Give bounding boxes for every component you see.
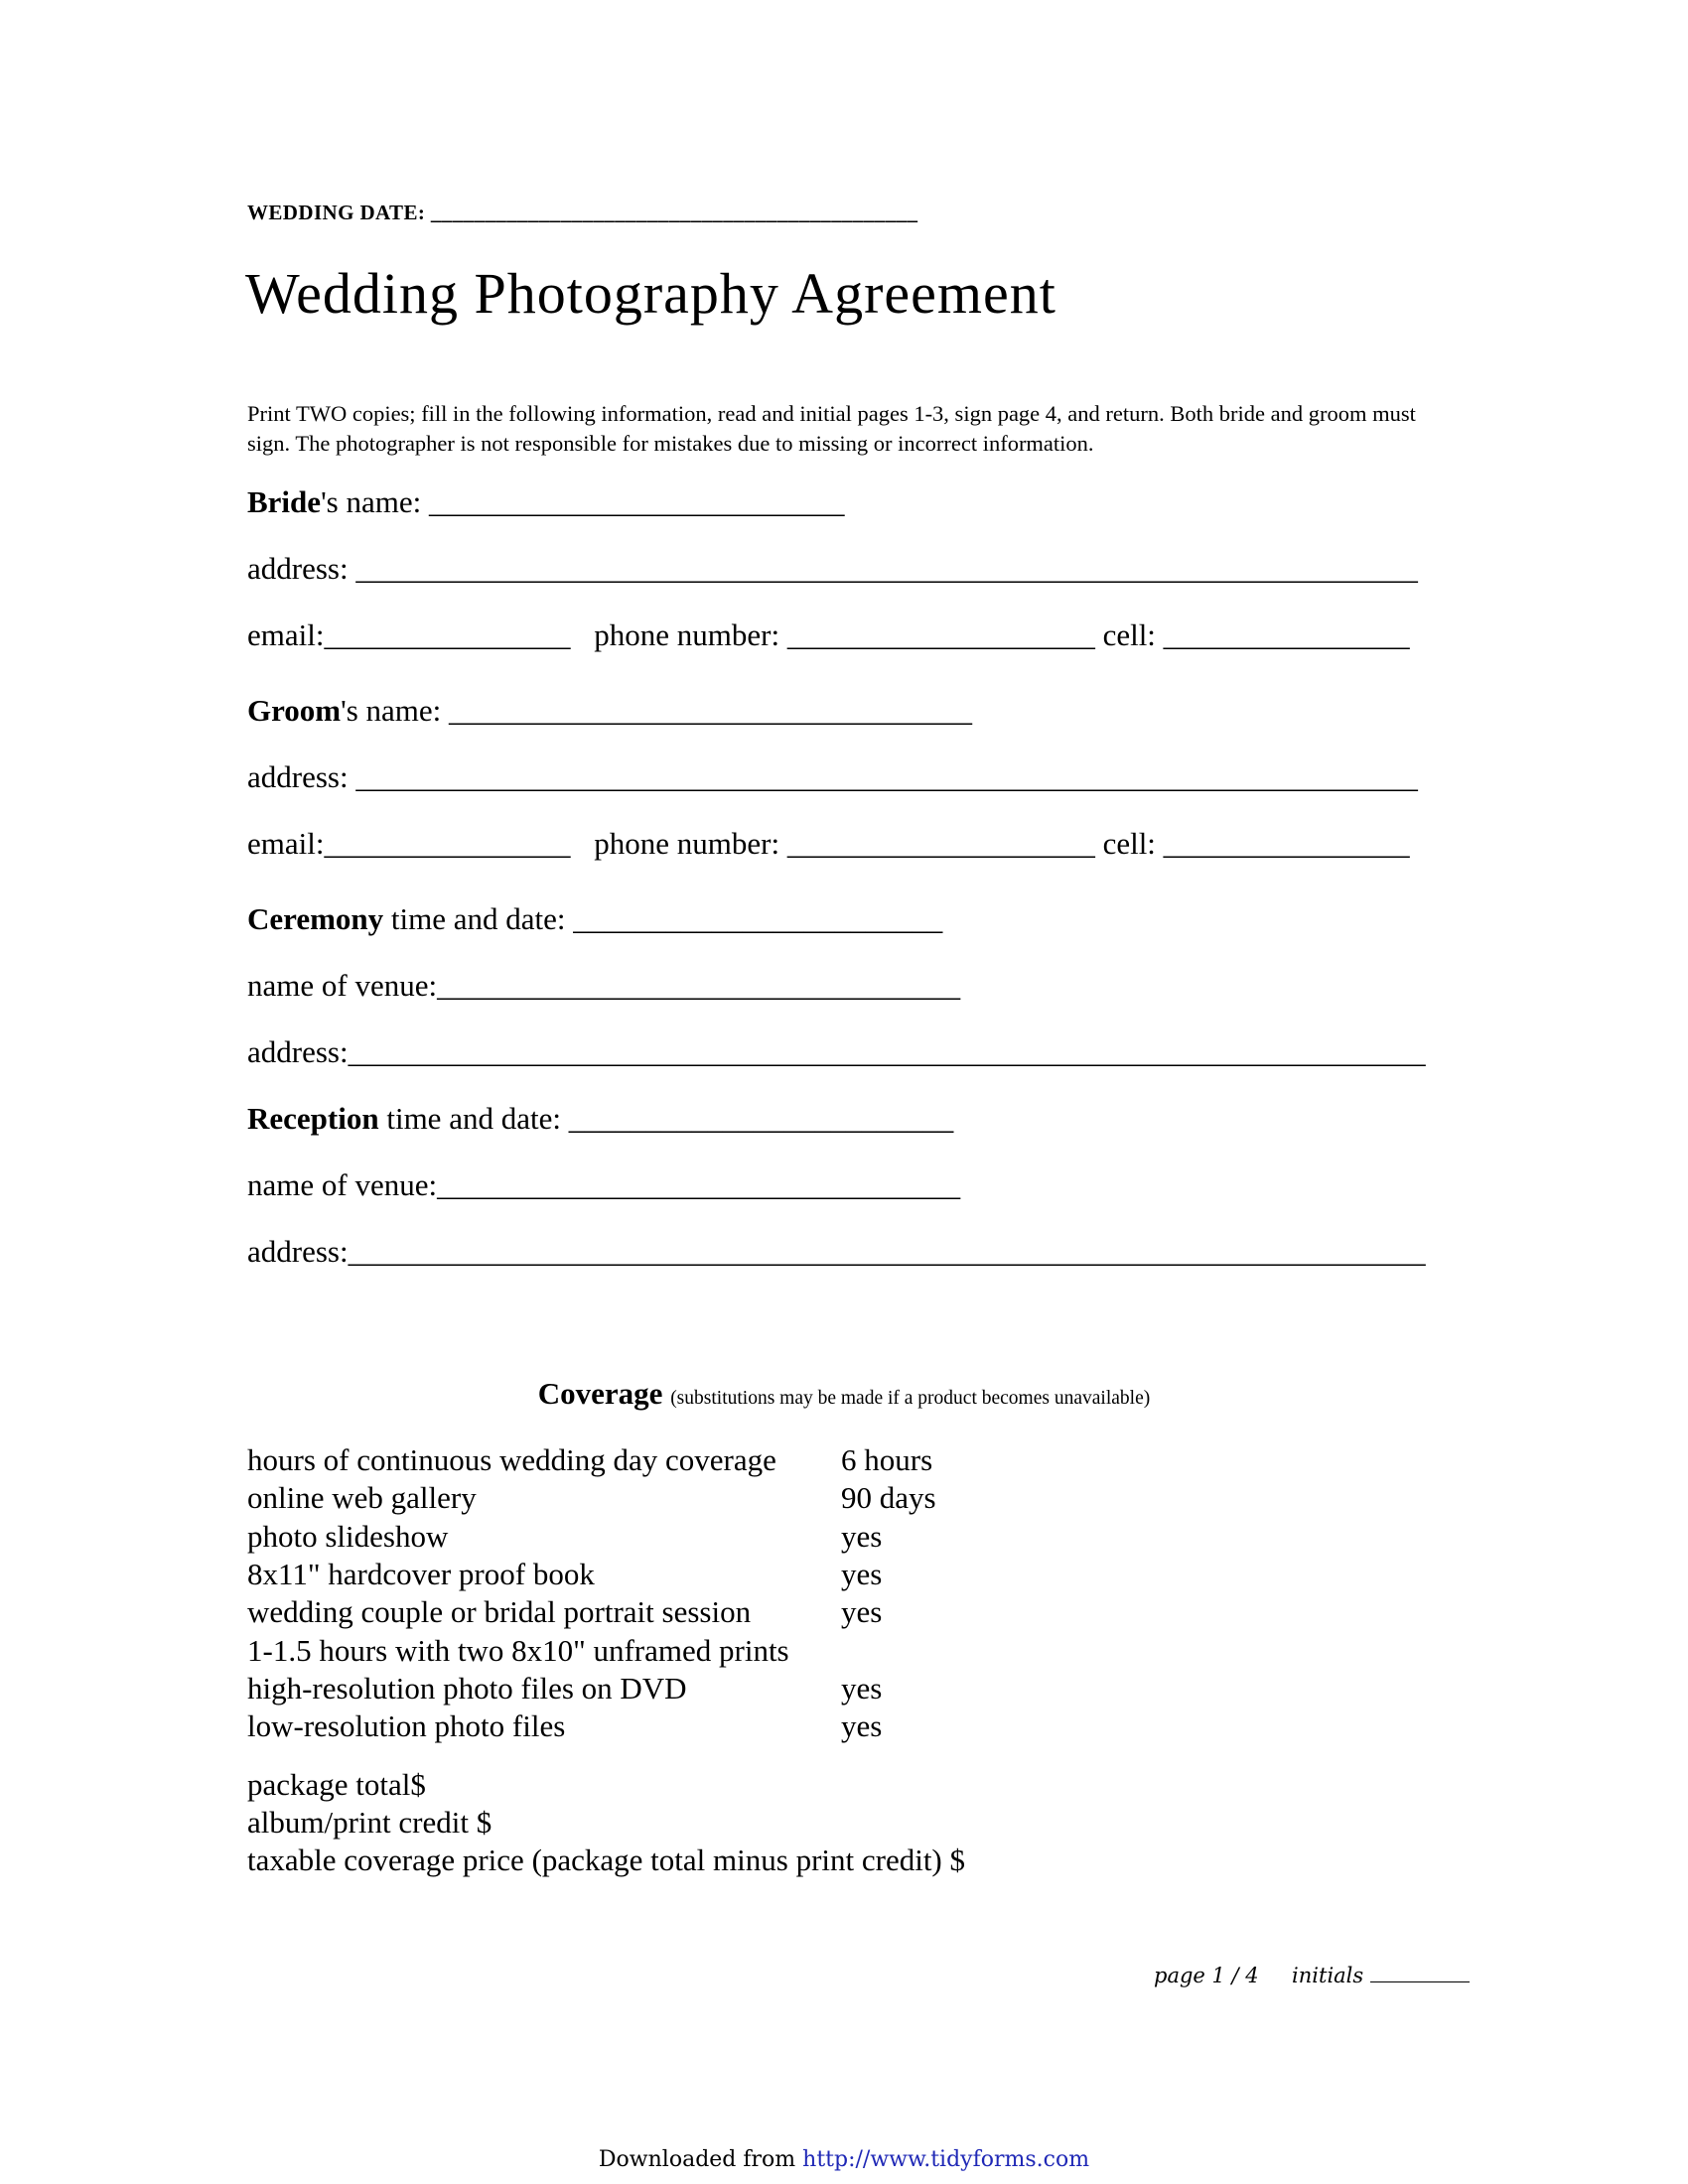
ceremony-time-blank[interactable]: ________________________	[573, 901, 943, 936]
reception-address-blank[interactable]: ______________________________________________________________________	[348, 1234, 1426, 1269]
coverage-item: 1-1.5 hours with two 8x10" unframed prints	[247, 1632, 789, 1668]
wedding-date-label: WEDDING DATE:	[247, 201, 426, 224]
ceremony-venue-field	[247, 966, 960, 1006]
coverage-heading	[0, 1376, 1688, 1412]
table-row	[247, 1707, 936, 1745]
table-row	[247, 1441, 936, 1479]
initials-label: initials	[1292, 1964, 1364, 1987]
coverage-value: yes	[841, 1557, 883, 1592]
coverage-table	[247, 1441, 936, 1745]
bride-contact-field	[247, 615, 1410, 655]
coverage-value: yes	[841, 1708, 883, 1744]
groom-email-blank[interactable]: ________________	[324, 826, 571, 861]
groom-cell-label: cell:	[1102, 826, 1156, 861]
bride-cell-label: cell:	[1102, 617, 1156, 652]
wedding-date-field	[247, 201, 917, 225]
bride-phone-blank[interactable]: ____________________	[786, 617, 1095, 652]
coverage-value: 6 hours	[841, 1442, 933, 1478]
bride-name-label: 's name:	[321, 484, 422, 519]
groom-cell-blank[interactable]: ________________	[1163, 826, 1410, 861]
coverage-item: high-resolution photo files on DVD	[247, 1670, 687, 1706]
wedding-date-blank[interactable]: _____________________________________________	[430, 201, 918, 224]
bride-email-blank[interactable]: ________________	[324, 617, 571, 652]
download-link[interactable]: http://www.tidyforms.com	[802, 2147, 1090, 2172]
bride-address-field	[247, 549, 1418, 589]
groom-label: Groom	[247, 693, 342, 728]
table-row	[247, 1631, 936, 1669]
groom-address-blank[interactable]: _____________________________________________________________________	[355, 759, 1418, 794]
groom-phone-blank[interactable]: ____________________	[786, 826, 1095, 861]
initials-blank[interactable]	[1370, 1964, 1470, 1982]
ceremony-time-label: time and date:	[390, 901, 566, 936]
bride-name-field	[247, 482, 844, 522]
ceremony-label: Ceremony	[247, 901, 384, 936]
coverage-value	[841, 1631, 936, 1669]
table-row	[247, 1479, 936, 1517]
reception-venue-label: name of venue:	[247, 1167, 438, 1202]
package-total: package total$	[247, 1767, 426, 1802]
ceremony-address-blank[interactable]: ______________________________________________________________________	[348, 1034, 1426, 1069]
ceremony-address-label: address:	[247, 1034, 349, 1069]
bride-email-label: email:	[247, 617, 325, 652]
bride-cell-blank[interactable]: ________________	[1163, 617, 1410, 652]
bride-address-label: address:	[247, 551, 349, 586]
reception-time-blank[interactable]: _________________________	[568, 1101, 954, 1136]
coverage-value: yes	[841, 1594, 883, 1630]
groom-phone-label: phone number:	[594, 826, 780, 861]
coverage-value: yes	[841, 1518, 883, 1554]
coverage-title: Coverage	[537, 1376, 663, 1411]
groom-email-label: email:	[247, 826, 325, 861]
coverage-item: online web gallery	[247, 1480, 477, 1516]
ceremony-venue-label: name of venue:	[247, 968, 438, 1003]
ceremony-venue-blank[interactable]: __________________________________	[437, 968, 961, 1003]
page-number: page 1 / 4	[1154, 1964, 1259, 1987]
bride-phone-label: phone number:	[594, 617, 780, 652]
reception-address-field	[247, 1232, 1426, 1272]
page-footer	[1154, 1964, 1470, 1987]
groom-contact-field	[247, 824, 1410, 864]
ceremony-address-field	[247, 1032, 1426, 1072]
download-credit	[0, 2147, 1688, 2172]
bride-label: Bride	[247, 484, 322, 519]
coverage-item: low-resolution photo files	[247, 1708, 566, 1744]
groom-address-field	[247, 757, 1418, 797]
table-row	[247, 1556, 936, 1593]
reception-venue-field	[247, 1165, 960, 1205]
document-title: Wedding Photography Agreement	[245, 261, 1056, 326]
table-row	[247, 1518, 936, 1556]
groom-name-blank[interactable]: __________________________________	[449, 693, 973, 728]
ceremony-time-field	[247, 899, 942, 939]
taxable-coverage-price: taxable coverage price (package total minus print credit) $	[247, 1843, 966, 1877]
reception-address-label: address:	[247, 1234, 349, 1269]
download-prefix: Downloaded from	[598, 2147, 796, 2172]
instructions-text: Print TWO copies; fill in the following information, read and initial pages 1-3, sign page 4, and return. Both bride and groom must sign. The photographer is not responsible for mistakes due to missing or incorrect information.	[247, 401, 1416, 456]
reception-time-field	[247, 1099, 953, 1139]
album-print-credit: album/print credit $	[247, 1805, 492, 1840]
table-row	[247, 1670, 936, 1707]
coverage-item: 8x11" hardcover proof book	[247, 1557, 595, 1592]
coverage-note: (substitutions may be made if a product becomes unavailable)	[670, 1388, 1151, 1409]
reception-time-label: time and date:	[386, 1101, 561, 1136]
coverage-item: photo slideshow	[247, 1518, 449, 1554]
reception-label: Reception	[247, 1101, 379, 1136]
bride-name-blank[interactable]: ___________________________	[428, 484, 845, 519]
table-row	[247, 1593, 936, 1631]
groom-address-label: address:	[247, 759, 349, 794]
coverage-value: 90 days	[841, 1480, 936, 1516]
coverage-item: hours of continuous wedding day coverage	[247, 1442, 776, 1478]
coverage-item: wedding couple or bridal portrait session	[247, 1594, 752, 1630]
groom-name-field	[247, 691, 972, 731]
coverage-value: yes	[841, 1670, 883, 1706]
reception-venue-blank[interactable]: __________________________________	[437, 1167, 961, 1202]
groom-name-label: 's name:	[341, 693, 442, 728]
bride-address-blank[interactable]: _____________________________________________________________________	[355, 551, 1418, 586]
